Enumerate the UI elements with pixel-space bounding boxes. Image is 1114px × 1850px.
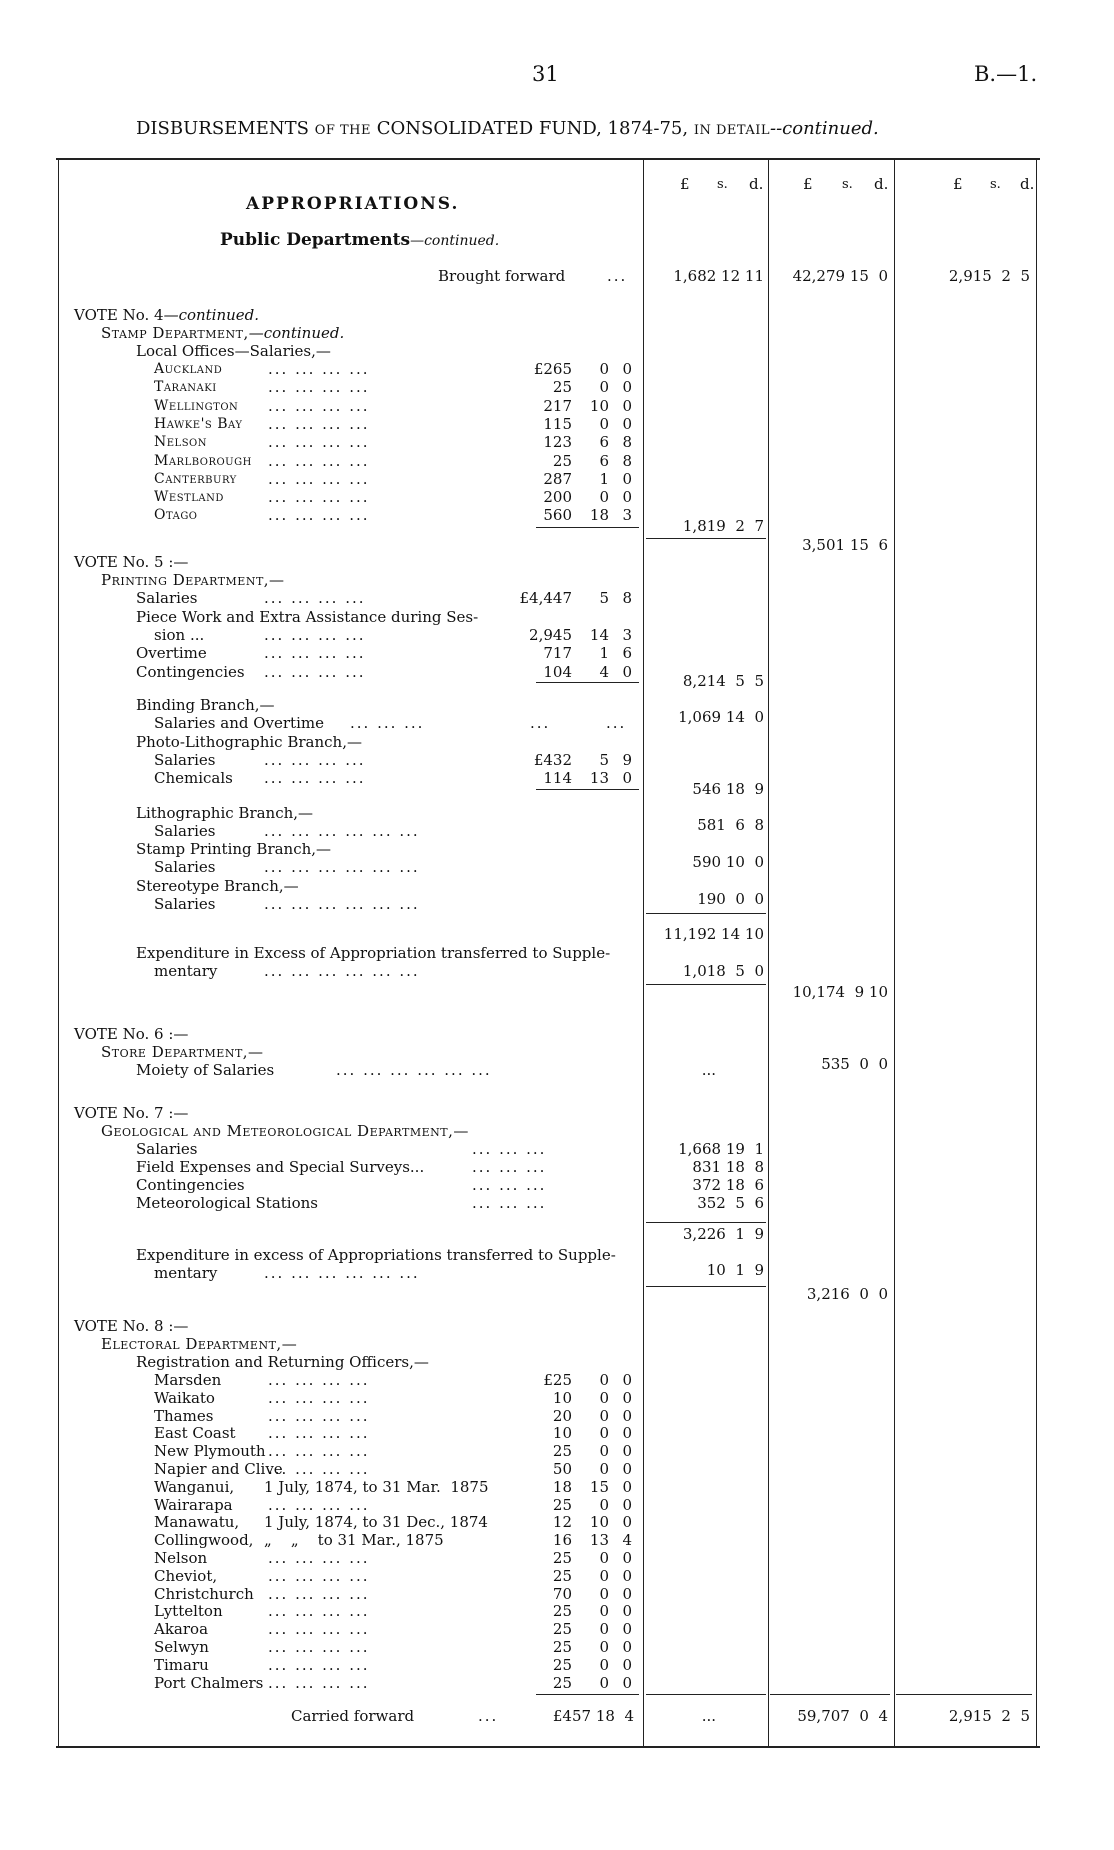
amount-pence: 0 xyxy=(622,1442,632,1461)
leader-dots: ... ... ... ... ... ... xyxy=(264,962,420,980)
moiety-salaries-label: Moiety of Salaries xyxy=(136,1061,275,1079)
amount-shillings: 10 xyxy=(589,396,609,415)
electorate-name: Collingwood, xyxy=(154,1531,254,1550)
public-departments-heading xyxy=(220,232,499,250)
store-department-heading: Store Department,— xyxy=(101,1043,264,1061)
vote-5-sum: 11,192 14 10 xyxy=(663,925,764,943)
electorate-name: Waikato xyxy=(154,1388,215,1407)
contingencies-s: 4 xyxy=(599,663,609,681)
amount-pence: 3 xyxy=(622,506,632,525)
litho-salaries-label: Salaries xyxy=(154,822,216,840)
amount-pence: 0 xyxy=(622,396,632,415)
leader-dots: ... ... ... ... xyxy=(268,1584,370,1603)
office-name: Hawke's Bay xyxy=(154,415,243,432)
electorate-name: Wanganui, xyxy=(154,1477,235,1496)
title-main: DISBURSEMENTS xyxy=(136,118,309,139)
leader-dots: ... ... ... ... xyxy=(268,1495,370,1514)
pound-sign: £ xyxy=(680,175,690,193)
amount-shillings: 0 xyxy=(599,360,609,378)
photo-total: 546 18 9 xyxy=(692,780,764,798)
office-name: Westland xyxy=(154,489,224,506)
amount-shillings: 0 xyxy=(599,1495,609,1514)
amount-pence: 0 xyxy=(622,378,632,397)
column-divider-3 xyxy=(894,158,895,1748)
amount-pounds: 25 xyxy=(552,1655,572,1674)
amount-pence: 0 xyxy=(622,1477,632,1496)
overtime-label: Overtime xyxy=(136,644,207,662)
leader-dots: ... ... ... ... ... ... xyxy=(336,1061,492,1079)
piece-work-s: 14 xyxy=(589,626,609,644)
leader-dots: ... ... ... ... xyxy=(268,1460,370,1478)
electorate-name: Manawatu, xyxy=(154,1513,240,1532)
leader-dots: ... ... ... ... xyxy=(268,396,370,415)
amount-pence: 0 xyxy=(622,1424,632,1443)
amount-shillings: 0 xyxy=(599,1442,609,1461)
amount-pounds: 10 xyxy=(552,1424,572,1443)
amount-pounds: 50 xyxy=(552,1460,572,1478)
leader-dots: ... ... ... ... xyxy=(268,451,370,470)
piece-work-d: 3 xyxy=(622,626,632,644)
leader-dots: ... ... ... ... xyxy=(264,626,366,644)
vote-5-col1-rule xyxy=(646,984,766,985)
vote-8-subtotal-rule xyxy=(536,1694,639,1695)
carried-forward-rule-col1 xyxy=(646,1694,766,1695)
office-name: Otago xyxy=(154,507,198,524)
table-bottom-rule xyxy=(56,1746,1040,1748)
leader-dots: ... xyxy=(478,1707,499,1725)
amount-pounds: 12 xyxy=(552,1513,572,1532)
carried-forward-col3: 2,915 2 5 xyxy=(948,1707,1030,1725)
stamp-department-heading xyxy=(101,325,344,342)
vote-7-total: 3,216 0 0 xyxy=(806,1285,888,1303)
electorate-name: East Coast xyxy=(154,1424,236,1443)
shilling-label: s. xyxy=(717,177,728,192)
electorate-name: Cheviot, xyxy=(154,1566,218,1585)
leader-dots: ... ... ... ... ... ... xyxy=(264,858,420,876)
amount-shillings: 0 xyxy=(599,1460,609,1478)
printing-salaries-pounds: £4,447 xyxy=(519,589,572,607)
amount-pence: 0 xyxy=(622,414,632,433)
printing-department-heading: Printing Department,— xyxy=(101,571,285,589)
amount-pence: 0 xyxy=(622,1495,632,1514)
item-amount: 372 18 6 xyxy=(692,1176,764,1194)
amount-shillings: 0 xyxy=(599,378,609,397)
brought-forward-col2: 42,279 15 0 xyxy=(792,267,888,285)
vote-7-sum: 3,226 1 9 xyxy=(682,1225,764,1243)
electorate-name: Christchurch xyxy=(154,1584,254,1603)
amount-pounds: £25 xyxy=(543,1371,572,1389)
amount-pounds: 25 xyxy=(552,1495,572,1514)
item-label: Meteorological Stations xyxy=(136,1194,318,1212)
electorate-name: Nelson xyxy=(154,1549,208,1567)
photo-chemicals-label: Chemicals xyxy=(154,769,233,787)
item-label: Contingencies xyxy=(136,1176,245,1194)
amount-pounds: 18 xyxy=(552,1477,572,1496)
leader-dots: ... ... ... ... xyxy=(268,360,370,378)
binding-total: 1,069 14 0 xyxy=(678,708,764,726)
amount-pence: 0 xyxy=(622,1460,632,1478)
piece-work-pounds: 2,945 xyxy=(529,626,572,644)
amount-pence: 0 xyxy=(622,1620,632,1639)
pence-label: d. xyxy=(1020,175,1035,193)
leader-dots: ... ... ... ... xyxy=(268,1655,370,1674)
leader-dots: ... ... ... ... xyxy=(268,1566,370,1585)
amount-shillings: 6 xyxy=(599,433,609,452)
photo-salaries-s: 5 xyxy=(599,751,609,769)
electoral-department-heading: Electoral Department,— xyxy=(101,1335,298,1353)
overtime-s: 1 xyxy=(599,644,609,662)
photo-litho-heading: Photo-Lithographic Branch,— xyxy=(136,733,362,751)
vote-4-subtotal: 1,819 2 7 xyxy=(682,517,764,535)
amount-pounds: 25 xyxy=(552,1638,572,1656)
office-name: Taranaki xyxy=(154,379,217,396)
amount-pounds: 25 xyxy=(552,1602,572,1621)
litho-total: 581 6 8 xyxy=(697,816,764,834)
contingencies-pounds: 104 xyxy=(543,663,572,681)
amount-pounds: 25 xyxy=(552,1442,572,1461)
vote-7-excess-line1: Expenditure in excess of Appropriations transferred to Supple- xyxy=(136,1246,616,1264)
electorate-name: Napier and Clive xyxy=(154,1460,283,1478)
vote-6-total: 535 0 0 xyxy=(821,1055,888,1073)
photo-chemicals-d: 0 xyxy=(622,769,632,787)
printing-total: 8,214 5 5 xyxy=(682,672,764,690)
brought-forward-col3: 2,915 2 5 xyxy=(948,267,1030,285)
amount-shillings: 13 xyxy=(589,1531,609,1550)
amount-pounds: 20 xyxy=(552,1406,572,1425)
amount-pounds: 25 xyxy=(552,451,572,470)
title-of-the: OF THE xyxy=(314,123,371,138)
amount-pounds: 200 xyxy=(543,488,572,507)
leader-dots: ... ... ... ... xyxy=(268,488,370,507)
contingencies-d: 0 xyxy=(622,663,632,681)
photo-chemicals-pounds: 114 xyxy=(543,769,572,787)
page-number: 31 xyxy=(532,62,559,86)
public-departments-label: Public Departments xyxy=(220,230,411,250)
vote-5-title: VOTE No. 5 :— xyxy=(74,553,189,571)
vote-4-total: 3,501 15 6 xyxy=(802,536,888,554)
column-divider-1 xyxy=(643,158,644,1748)
amount-pence: 0 xyxy=(622,1638,632,1656)
overtime-pounds: 717 xyxy=(543,644,572,662)
overtime-d: 6 xyxy=(622,644,632,662)
electorate-name: Port Chalmers xyxy=(154,1673,264,1692)
table-top-rule xyxy=(56,158,1040,160)
leader-dots: ... ... ... ... xyxy=(264,644,366,662)
amount-pence: 0 xyxy=(622,1371,632,1389)
leader-dots: ... ... ... ... ... ... xyxy=(264,1264,420,1282)
leader-dots: ... ... ... ... xyxy=(268,1602,370,1621)
photo-salaries-pounds: £432 xyxy=(533,751,572,769)
office-name: Nelson xyxy=(154,434,207,451)
amount-shillings: 0 xyxy=(599,1388,609,1407)
pound-sign: £ xyxy=(803,175,813,193)
public-departments-continued: —continued. xyxy=(410,233,500,249)
stamp-department-label: Stamp Department, xyxy=(101,324,249,342)
amount-shillings: 0 xyxy=(599,1655,609,1674)
table-left-rule xyxy=(58,158,59,1748)
leader-dots: ... ... ... ... ... ... xyxy=(264,822,420,840)
leader-dots: ... ... ... xyxy=(472,1158,547,1176)
leader-dots: ... xyxy=(606,714,627,732)
amount-pence: 0 xyxy=(622,1566,632,1585)
leader-dots: ... ... ... ... xyxy=(268,1442,370,1461)
printing-salaries-s: 5 xyxy=(599,589,609,607)
period-note: „ „ to 31 Mar., 1875 xyxy=(264,1531,444,1550)
amount-pence: 0 xyxy=(622,360,632,378)
amount-pounds: 70 xyxy=(552,1584,572,1603)
amount-pence: 0 xyxy=(622,1388,632,1407)
item-label: Field Expenses and Special Surveys... xyxy=(136,1158,425,1176)
leader-dots: ... ... ... xyxy=(472,1140,547,1158)
leader-dots: ... ... ... ... xyxy=(268,1673,370,1692)
amount-pounds: 25 xyxy=(552,1549,572,1567)
leader-dots: ... ... ... ... xyxy=(268,1638,370,1656)
electorate-name: Akaroa xyxy=(154,1620,209,1639)
electorate-name: New Plymouth xyxy=(154,1442,266,1461)
amount-shillings: 0 xyxy=(599,1602,609,1621)
amount-pence: 0 xyxy=(622,1655,632,1674)
appropriations-heading: APPROPRIATIONS. xyxy=(246,194,460,214)
leader-dots: ... ... ... ... xyxy=(268,378,370,397)
item-amount: 831 18 8 xyxy=(692,1158,764,1176)
vote-4-col1-rule xyxy=(646,538,766,539)
piece-work-label-line1: Piece Work and Extra Assistance during Ses- xyxy=(136,608,479,626)
printing-salaries-d: 8 xyxy=(622,589,632,607)
electorate-name: Timaru xyxy=(154,1655,209,1674)
leader-dots: ... ... ... ... xyxy=(268,1371,370,1389)
amount-shillings: 0 xyxy=(599,1424,609,1443)
amount-pence: 4 xyxy=(622,1531,632,1550)
amount-pounds: £265 xyxy=(533,360,572,378)
title-continued: --continued. xyxy=(769,118,879,139)
pence-label: d. xyxy=(749,175,764,193)
vote-5-total: 10,174 9 10 xyxy=(792,983,888,1001)
amount-pounds: 25 xyxy=(552,378,572,397)
carried-forward-label: Carried forward xyxy=(291,1707,415,1725)
amount-pounds: 16 xyxy=(552,1531,572,1550)
vote-7-title: VOTE No. 7 :— xyxy=(74,1104,189,1122)
geological-department-heading: Geological and Meteorological Department,— xyxy=(101,1122,469,1140)
amount-pounds: 115 xyxy=(543,414,572,433)
photo-salaries-label: Salaries xyxy=(154,751,216,769)
leader-dots: ... ... ... ... xyxy=(268,506,370,525)
vote-4-title xyxy=(74,307,259,324)
leader-dots: ... ... ... ... xyxy=(268,1424,370,1443)
amount-pence: 0 xyxy=(622,1549,632,1567)
vote-5-excess-line2: mentary xyxy=(154,962,218,980)
amount-pounds: 287 xyxy=(543,469,572,488)
leader-dots: ... ... ... ... xyxy=(268,1406,370,1425)
amount-shillings: 0 xyxy=(599,488,609,507)
amount-pence: 0 xyxy=(622,1584,632,1603)
amount-pounds: 217 xyxy=(543,396,572,415)
leader-dots: ... ... ... ... xyxy=(268,1388,370,1407)
page-title xyxy=(136,120,879,139)
vote-6-col1: ... xyxy=(701,1061,716,1079)
carried-forward-col1: ... xyxy=(701,1707,716,1725)
electorate-name: Lyttelton xyxy=(154,1602,223,1621)
amount-shillings: 10 xyxy=(589,1513,609,1532)
leader-dots: ... ... ... ... xyxy=(264,663,366,681)
amount-pounds: 10 xyxy=(552,1388,572,1407)
electorate-name: Wairarapa xyxy=(154,1495,233,1514)
leader-dots: ... ... ... ... xyxy=(268,1549,370,1567)
vote-7-excess-line2: mentary xyxy=(154,1264,218,1282)
stamp-salaries-label: Salaries xyxy=(154,858,216,876)
carried-forward-rule-col3 xyxy=(896,1694,1032,1695)
amount-pence: 0 xyxy=(622,1602,632,1621)
carried-forward-inner: £457 18 4 xyxy=(552,1707,634,1725)
piece-work-label-line2: sion ... xyxy=(154,626,205,644)
vote-7-excess: 10 1 9 xyxy=(706,1261,764,1279)
photo-subtotal-rule xyxy=(536,789,639,790)
title-fund: CONSOLIDATED FUND, 1874-75, xyxy=(376,118,689,139)
binding-branch-heading: Binding Branch,— xyxy=(136,696,275,714)
amount-shillings: 0 xyxy=(599,1584,609,1603)
vote-5-sum-rule xyxy=(646,913,766,914)
amount-shillings: 15 xyxy=(589,1477,609,1496)
leader-dots: ... xyxy=(530,714,551,732)
binding-salaries-label: Salaries and Overtime xyxy=(154,714,324,732)
pound-sign: £ xyxy=(953,175,963,193)
period-note: 1 July, 1874, to 31 Dec., 1874 xyxy=(264,1513,488,1532)
column-divider-2 xyxy=(768,158,769,1748)
vote-5-excess-line1: Expenditure in Excess of Appropriation transferred to Supple- xyxy=(136,944,611,962)
amount-shillings: 6 xyxy=(599,451,609,470)
leader-dots: ... ... ... xyxy=(350,714,425,732)
stamp-printing-total: 590 10 0 xyxy=(692,853,764,871)
amount-shillings: 0 xyxy=(599,1371,609,1389)
leader-dots: ... ... ... ... xyxy=(268,1620,370,1639)
vote-6-title: VOTE No. 6 :— xyxy=(74,1025,189,1043)
electorate-name: Marsden xyxy=(154,1371,222,1389)
brought-forward-label: Brought forward xyxy=(438,267,566,285)
stamp-printing-heading: Stamp Printing Branch,— xyxy=(136,840,332,858)
amount-pounds: 560 xyxy=(543,506,572,525)
amount-pence: 0 xyxy=(622,1406,632,1425)
vote-7-sum-rule xyxy=(646,1222,766,1223)
printing-subtotal-rule xyxy=(536,682,639,683)
leader-dots: ... ... ... ... xyxy=(268,469,370,488)
stereotype-heading: Stereotype Branch,— xyxy=(136,877,299,895)
leader-dots: ... ... ... ... xyxy=(268,433,370,452)
office-name: Wellington xyxy=(154,397,239,414)
vote-8-title: VOTE No. 8 :— xyxy=(74,1317,189,1335)
vote-7-col1-rule xyxy=(646,1286,766,1287)
amount-pence: 0 xyxy=(622,488,632,507)
leader-dots: ... ... ... xyxy=(472,1194,547,1212)
photo-salaries-d: 9 xyxy=(622,751,632,769)
shilling-label: s. xyxy=(842,177,853,192)
page-reference: B.—1. xyxy=(974,62,1038,86)
amount-pounds: 25 xyxy=(552,1673,572,1692)
carried-forward-col2: 59,707 0 4 xyxy=(797,1707,888,1725)
amount-shillings: 0 xyxy=(599,1406,609,1425)
amount-shillings: 0 xyxy=(599,1549,609,1567)
amount-shillings: 0 xyxy=(599,1673,609,1692)
leader-dots: ... ... ... ... xyxy=(268,414,370,433)
item-amount: 352 5 6 xyxy=(697,1194,764,1212)
amount-pounds: 123 xyxy=(543,433,572,452)
item-label: Salaries xyxy=(136,1140,198,1158)
contingencies-label: Contingencies xyxy=(136,663,245,681)
amount-pence: 0 xyxy=(622,469,632,488)
vote-4-label: VOTE No. 4 xyxy=(74,306,164,324)
amount-pounds: 25 xyxy=(552,1566,572,1585)
vote-4-subtotal-rule xyxy=(536,527,639,528)
amount-shillings: 0 xyxy=(599,1566,609,1585)
stamp-department-continued: —continued. xyxy=(248,324,345,342)
office-name: Canterbury xyxy=(154,470,237,487)
amount-shillings: 0 xyxy=(599,414,609,433)
leader-dots: ... ... ... ... ... ... xyxy=(264,895,420,913)
pence-label: d. xyxy=(874,175,889,193)
local-offices-heading: Local Offices—Salaries,— xyxy=(136,342,331,360)
title-in-detail: IN DETAIL xyxy=(693,123,770,138)
vote-4-continued: —continued. xyxy=(163,306,260,324)
amount-shillings: 0 xyxy=(599,1620,609,1639)
amount-pence: 8 xyxy=(622,451,632,470)
office-name: Marlborough xyxy=(154,452,252,469)
leader-dots: ... ... ... ... xyxy=(264,751,366,769)
stereotype-salaries-label: Salaries xyxy=(154,895,216,913)
amount-pounds: 25 xyxy=(552,1620,572,1639)
table-right-rule xyxy=(1036,158,1037,1748)
item-amount: 1,668 19 1 xyxy=(678,1140,764,1158)
shilling-label: s. xyxy=(990,177,1001,192)
amount-pence: 0 xyxy=(622,1513,632,1532)
leader-dots: ... ... ... xyxy=(472,1176,547,1194)
amount-pence: 0 xyxy=(622,1673,632,1692)
electorate-name: Selwyn xyxy=(154,1638,209,1656)
office-name: Auckland xyxy=(154,361,223,377)
vote-5-excess: 1,018 5 0 xyxy=(682,962,764,980)
registration-officers-heading: Registration and Returning Officers,— xyxy=(136,1353,429,1371)
carried-forward-rule-col2 xyxy=(770,1694,890,1695)
amount-pence: 8 xyxy=(622,433,632,452)
amount-shillings: 1 xyxy=(599,469,609,488)
electorate-name: Thames xyxy=(154,1406,214,1425)
photo-chemicals-s: 13 xyxy=(589,769,609,787)
litho-heading: Lithographic Branch,— xyxy=(136,804,314,822)
leader-dots: ... ... ... ... xyxy=(264,769,366,787)
leader-dots: ... ... ... ... xyxy=(264,589,366,607)
brought-forward-col1: 1,682 12 11 xyxy=(673,267,764,285)
stereotype-total: 190 0 0 xyxy=(697,890,764,908)
printing-salaries-label: Salaries xyxy=(136,589,198,607)
period-note: 1 July, 1874, to 31 Mar. 1875 xyxy=(264,1477,489,1496)
amount-shillings: 0 xyxy=(599,1638,609,1656)
leader-dots: ... xyxy=(607,267,628,285)
amount-shillings: 18 xyxy=(589,506,609,525)
